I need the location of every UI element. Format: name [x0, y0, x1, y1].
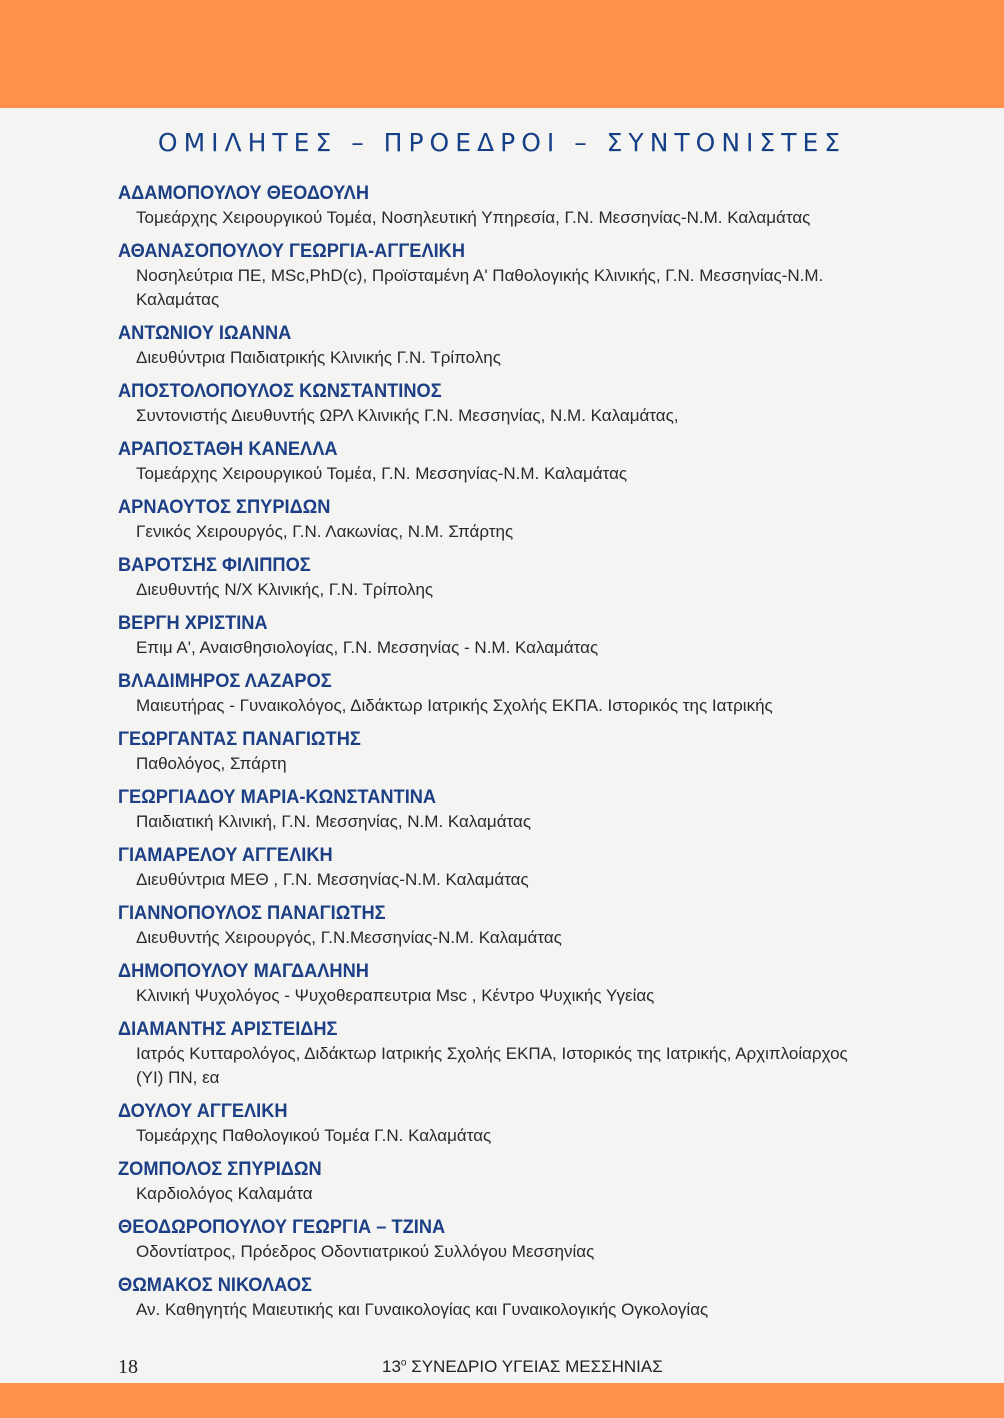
- speaker-entry: [118, 960, 878, 1008]
- speaker-entry: [118, 786, 878, 834]
- speaker-name: ΓΕΩΡΓΑΝΤΑΣ ΠΑΝΑΓΙΩΤΗΣ: [118, 729, 361, 750]
- speaker-name: ΒΑΡΟΤΣΗΣ ΦΙΛΙΠΠΟΣ: [118, 555, 311, 576]
- speaker-affiliation: Μαιευτήρας - Γυναικολόγος, Διδάκτωρ Ιατρικής Σχολής ΕΚΠΑ. Ιστορικός της Ιατρικής: [136, 696, 773, 715]
- speaker-affiliation: Διευθυντής Ν/Χ Κλινικής, Γ.Ν. Τρίπολης: [136, 580, 434, 599]
- speaker-entry: [118, 902, 878, 950]
- speaker-affiliation: Διευθυντής Χειρουργός, Γ.Ν.Μεσσηνίας-Ν.Μ. Καλαμάτας: [136, 928, 562, 947]
- speaker-name: ΓΕΩΡΓΙΑΔΟΥ ΜΑΡΙΑ-ΚΩΝΣΤΑΝΤΙΝΑ: [118, 787, 437, 808]
- speaker-affiliation: Συντονιστής Διευθυντής ΩΡΛ Κλινικής Γ.Ν. Μεσσηνίας, Ν.Μ. Καλαμάτας,: [136, 406, 679, 425]
- conference-title-text: ΣΥΝΕΔΡΙΟ ΥΓΕΙΑΣ ΜΕΣΣΗΝΙΑΣ: [406, 1357, 663, 1376]
- speaker-affiliation: Κλινική Ψυχολόγος - Ψυχοθεραπευτρια Msc , Κέντρο Ψυχικής Υγείας: [136, 986, 655, 1005]
- speaker-name: ΖΟΜΠΟΛΟΣ ΣΠΥΡΙΔΩΝ: [118, 1159, 322, 1180]
- page-number: 18: [118, 1356, 138, 1378]
- speaker-name: ΔΟΥΛΟΥ ΑΓΓΕΛΙΚΗ: [118, 1101, 288, 1122]
- bottom-orange-band: [0, 1383, 1004, 1418]
- speaker-name: ΑΡΝΑΟΥΤΟΣ ΣΠΥΡΙΔΩΝ: [118, 497, 331, 518]
- speaker-affiliation: Τομεάρχης Χειρουργικού Τομέα, Γ.Ν. Μεσσηνίας-Ν.Μ. Καλαμάτας: [136, 464, 628, 483]
- speaker-entry: [118, 1274, 878, 1322]
- speaker-name: ΑΔΑΜΟΠΟΥΛΟΥ ΘΕΟΔΟΥΛΗ: [118, 183, 369, 204]
- speaker-entry: [118, 1100, 878, 1148]
- speaker-entry: [118, 438, 878, 486]
- speaker-name: ΑΡΑΠΟΣΤΑΘΗ ΚΑΝΕΛΛΑ: [118, 439, 338, 460]
- page-title: ΟΜΙΛΗΤΕΣ – ΠΡΟΕΔΡΟΙ – ΣΥΝΤΟΝΙΣΤΕΣ: [157, 128, 847, 157]
- speaker-affiliation: Οδοντίατρος, Πρόεδρος Οδοντιατρικού Συλλόγου Μεσσηνίας: [136, 1242, 595, 1261]
- speaker-entry: [118, 844, 878, 892]
- footer-conference-title: [382, 1357, 663, 1377]
- speaker-name: ΔΙΑΜΑΝΤΗΣ ΑΡΙΣΤΕΙΔΗΣ: [118, 1019, 338, 1040]
- speaker-name: ΒΛΑΔΙΜΗΡΟΣ ΛΑΖΑΡΟΣ: [118, 671, 332, 692]
- speaker-entry: [118, 380, 878, 428]
- ordinal-superscript: ο: [400, 1357, 407, 1369]
- speaker-name: ΒΕΡΓΗ ΧΡΙΣΤΙΝΑ: [118, 613, 268, 634]
- speaker-entry: [118, 1018, 878, 1090]
- conference-number: 13: [382, 1357, 401, 1376]
- speaker-name: ΔΗΜΟΠΟΥΛΟΥ ΜΑΓΔΑΛΗΝΗ: [118, 961, 369, 982]
- speaker-affiliation: Γενικός Χειρουργός, Γ.Ν. Λακωνίας, Ν.Μ. Σπάρτης: [136, 522, 514, 541]
- speaker-entry: [118, 1158, 878, 1206]
- speaker-affiliation: Επιμ Α', Αναισθησιολογίας, Γ.Ν. Μεσσηνίας - Ν.Μ. Καλαμάτας: [136, 638, 599, 657]
- speaker-entry: [118, 240, 878, 312]
- speaker-affiliation: Αν. Καθηγητής Μαιευτικής και Γυναικολογίας και Γυναικολογικής Ογκολογίας: [136, 1300, 709, 1319]
- speaker-entry: [118, 182, 878, 230]
- speaker-affiliation: Τομεάρχης Παθολογικού Τομέα Γ.Ν. Καλαμάτας: [136, 1126, 492, 1145]
- speaker-name: ΘΩΜΑΚΟΣ ΝΙΚΟΛΑΟΣ: [118, 1275, 312, 1296]
- speaker-affiliation: Καρδιολόγος Καλαμάτα: [136, 1184, 313, 1203]
- top-orange-band: [0, 0, 1004, 108]
- speaker-entry: [118, 554, 878, 602]
- speaker-entry: [118, 496, 878, 544]
- speaker-entry: [118, 322, 878, 370]
- speaker-affiliation: Διευθύντρια Παιδιατρικής Κλινικής Γ.Ν. Τρίπολης: [136, 348, 501, 367]
- speaker-affiliation: Διευθύντρια ΜΕΘ , Γ.Ν. Μεσσηνίας-Ν.Μ. Καλαμάτας: [136, 870, 529, 889]
- speaker-name: ΓΙΑΜΑΡΕΛΟΥ ΑΓΓΕΛΙΚΗ: [118, 845, 333, 866]
- speaker-name: ΓΙΑΝΝΟΠΟΥΛΟΣ ΠΑΝΑΓΙΩΤΗΣ: [118, 903, 386, 924]
- speaker-entry: [118, 1216, 878, 1264]
- speaker-name: ΑΝΤΩΝΙΟΥ ΙΩΑΝΝΑ: [118, 323, 292, 344]
- speaker-affiliation: Τομεάρχης Χειρουργικού Τομέα, Νοσηλευτική Υπηρεσία, Γ.Ν. Μεσσηνίας-Ν.Μ. Καλαμάτας: [136, 208, 811, 227]
- speaker-entry: [118, 612, 878, 660]
- speaker-name: ΑΠΟΣΤΟΛΟΠΟΥΛΟΣ ΚΩΝΣΤΑΝΤΙΝΟΣ: [118, 381, 442, 402]
- speaker-list: [118, 182, 878, 1332]
- speaker-affiliation: Ιατρός Κυτταρολόγος, Διδάκτωρ Ιατρικής Σχολής ΕΚΠΑ, Ιστορικός της Ιατρικής, Αρχιπλοίαρχος (ΥΙ) ΠΝ, εα: [136, 1044, 848, 1087]
- speaker-affiliation: Παθολόγος, Σπάρτη: [136, 754, 287, 773]
- speaker-name: ΘΕΟΔΩΡΟΠΟΥΛΟΥ ΓΕΩΡΓΙΑ – ΤΖΙΝΑ: [118, 1217, 446, 1238]
- speaker-affiliation: Νοσηλεύτρια ΠΕ, MSc,PhD(c), Προϊσταμένη Α' Παθολογικής Κλινικής, Γ.Ν. Μεσσηνίας-Ν.Μ. Καλαμάτας: [136, 266, 824, 309]
- speaker-name: ΑΘΑΝΑΣΟΠΟΥΛΟΥ ΓΕΩΡΓΙΑ-ΑΓΓΕΛΙΚΗ: [118, 241, 466, 262]
- speaker-entry: [118, 670, 878, 718]
- speaker-entry: [118, 728, 878, 776]
- speaker-affiliation: Παιδιατική Κλινική, Γ.Ν. Μεσσηνίας, Ν.Μ. Καλαμάτας: [136, 812, 532, 831]
